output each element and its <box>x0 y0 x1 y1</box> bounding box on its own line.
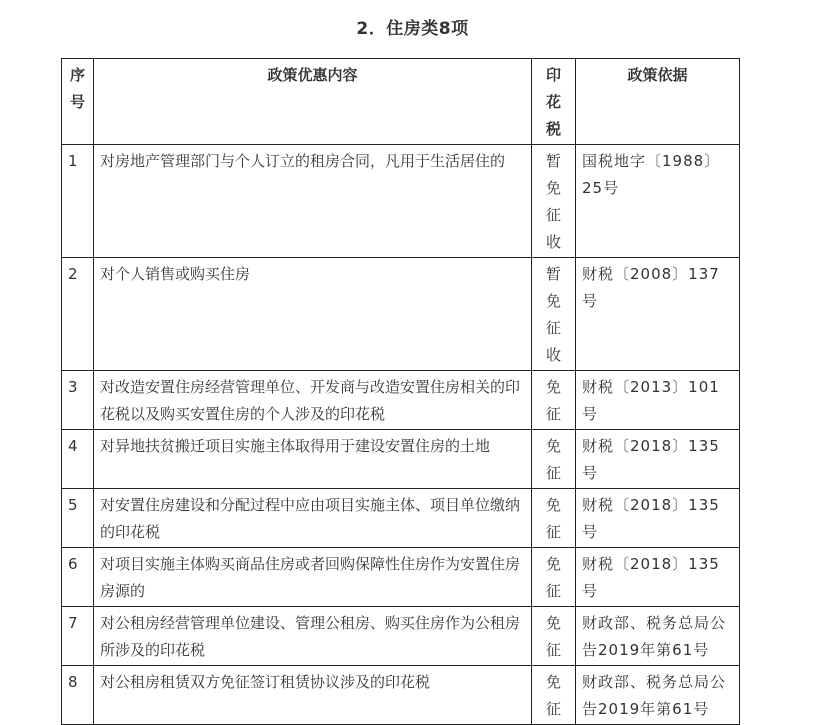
row-stamp-tax: 暂免征收 <box>532 145 576 258</box>
row-basis: 财政部、税务总局公告2019年第61号 <box>576 666 740 725</box>
row-basis: 财税〔2018〕135号 <box>576 430 740 489</box>
row-seq: 5 <box>62 489 94 548</box>
table-row <box>62 548 740 607</box>
row-stamp-tax: 暂免征收 <box>532 258 576 371</box>
row-seq: 1 <box>62 145 94 258</box>
row-basis: 财税〔2008〕137号 <box>576 258 740 371</box>
row-content: 对房地产管理部门与个人订立的租房合同，凡用于生活居住的 <box>94 145 532 258</box>
row-stamp-tax: 免征 <box>532 666 576 725</box>
row-content: 对改造安置住房经营管理单位、开发商与改造安置住房相关的印花税以及购买安置住房的个人涉及的印花税 <box>94 371 532 430</box>
table-row <box>62 258 740 371</box>
row-seq: 7 <box>62 607 94 666</box>
row-basis: 财税〔2013〕101号 <box>576 371 740 430</box>
row-stamp-tax: 免征 <box>532 607 576 666</box>
row-seq: 6 <box>62 548 94 607</box>
page-title: 2．住房类8项 <box>356 19 469 39</box>
row-content: 对个人销售或购买住房 <box>94 258 532 371</box>
row-content: 对安置住房建设和分配过程中应由项目实施主体、项目单位缴纳的印花税 <box>94 489 532 548</box>
policy-table <box>61 58 740 725</box>
row-basis: 财税〔2018〕135号 <box>576 548 740 607</box>
row-content: 对公租房租赁双方免征签订租赁协议涉及的印花税 <box>94 666 532 725</box>
header-stamp-tax: 印花税 <box>532 59 576 145</box>
header-content: 政策优惠内容 <box>94 59 532 145</box>
row-seq: 8 <box>62 666 94 725</box>
row-stamp-tax: 免征 <box>532 430 576 489</box>
row-content: 对异地扶贫搬迁项目实施主体取得用于建设安置住房的土地 <box>94 430 532 489</box>
row-seq: 3 <box>62 371 94 430</box>
row-seq: 4 <box>62 430 94 489</box>
row-content: 对项目实施主体购买商品住房或者回购保障性住房作为安置住房房源的 <box>94 548 532 607</box>
table-row <box>62 145 740 258</box>
row-stamp-tax: 免征 <box>532 371 576 430</box>
row-stamp-tax: 免征 <box>532 489 576 548</box>
header-seq: 序号 <box>62 59 94 145</box>
row-basis: 国税地字〔1988〕25号 <box>576 145 740 258</box>
table-row <box>62 430 740 489</box>
row-content: 对公租房经营管理单位建设、管理公租房、购买住房作为公租房所涉及的印花税 <box>94 607 532 666</box>
row-basis: 财税〔2018〕135号 <box>576 489 740 548</box>
table-header-row <box>62 59 740 145</box>
row-basis: 财政部、税务总局公告2019年第61号 <box>576 607 740 666</box>
table-row <box>62 489 740 548</box>
header-basis: 政策依据 <box>576 59 740 145</box>
table-row <box>62 371 740 430</box>
row-stamp-tax: 免征 <box>532 548 576 607</box>
table-row <box>62 607 740 666</box>
table-row <box>62 666 740 725</box>
row-seq: 2 <box>62 258 94 371</box>
